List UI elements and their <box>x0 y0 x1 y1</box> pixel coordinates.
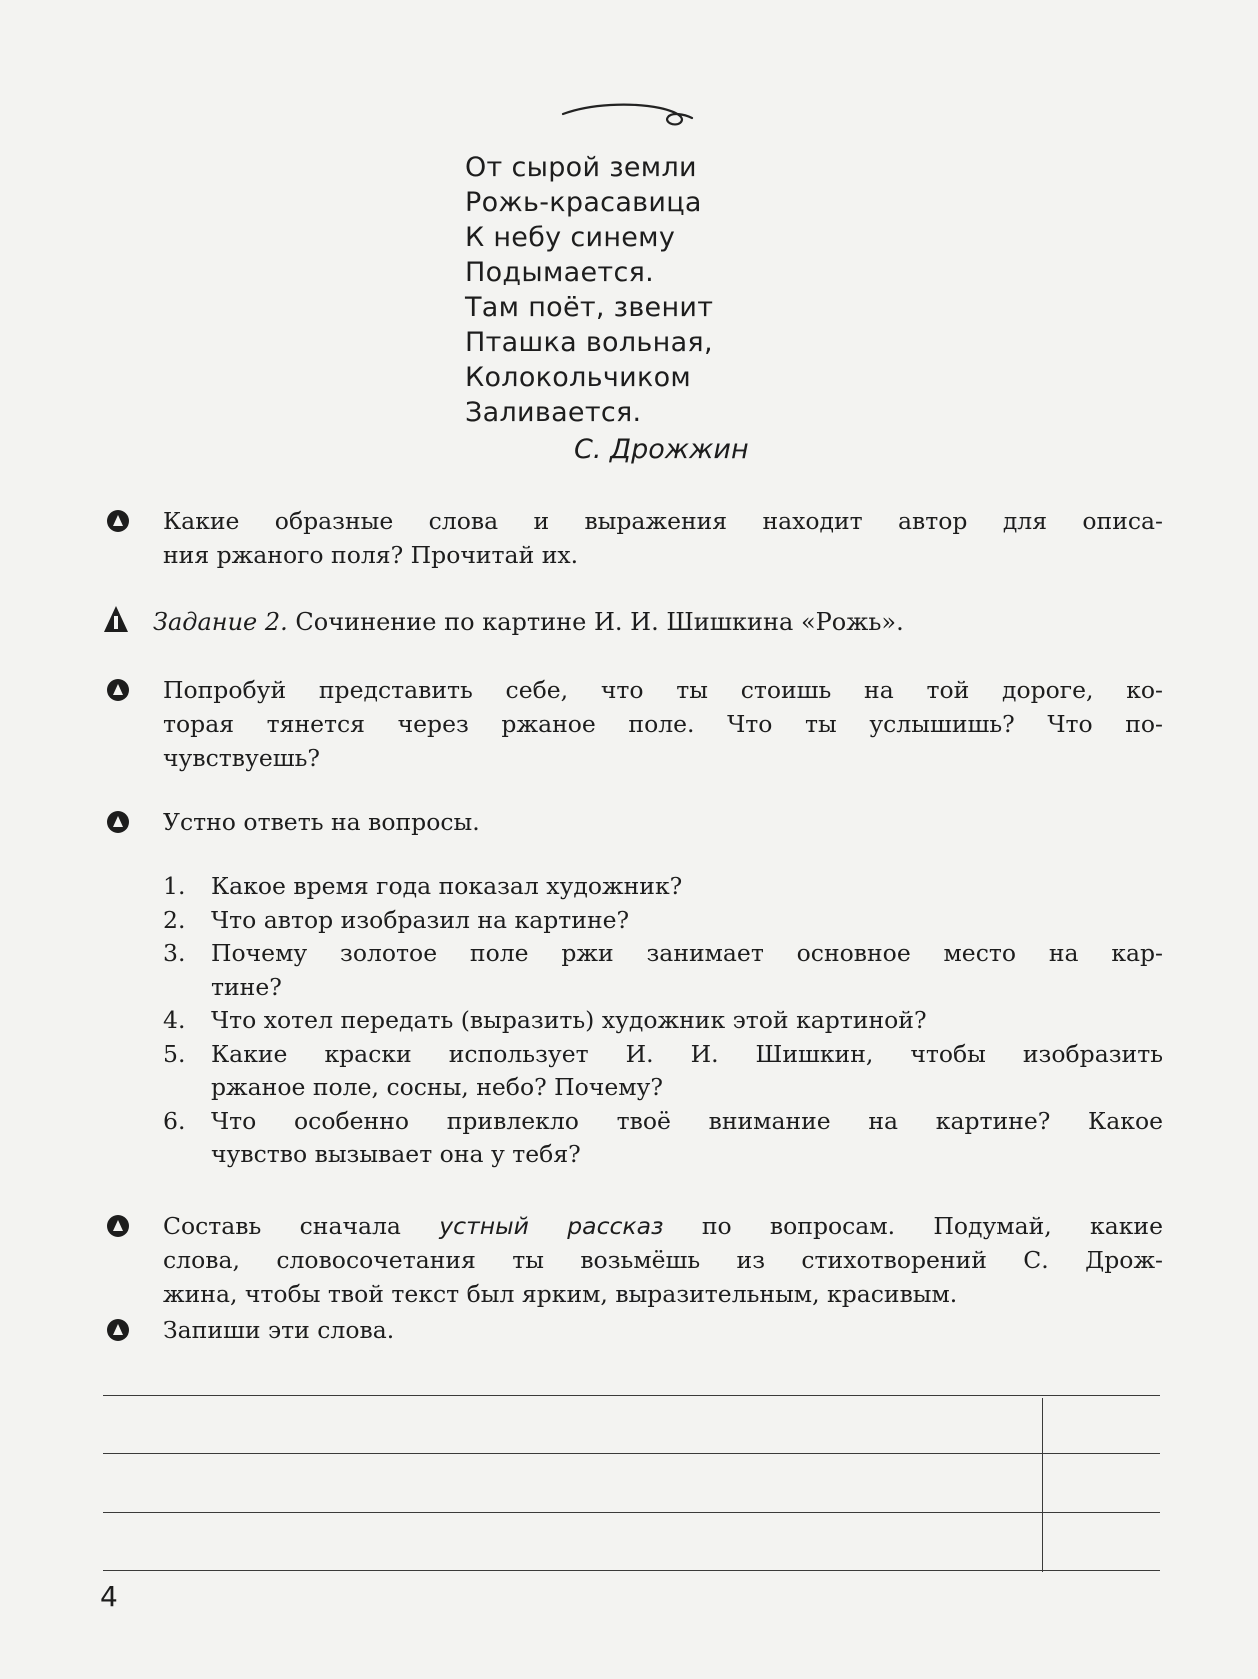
poem-line: Рожь-красавица <box>465 187 702 218</box>
text-line: ния ржаного поля? Прочитай их. <box>163 541 579 569</box>
instruction-compose <box>163 1209 1163 1311</box>
item-number: 1. <box>163 872 186 900</box>
task-2-heading <box>153 608 904 636</box>
poem-line: Колокольчиком <box>465 362 692 393</box>
answer-line[interactable] <box>103 1570 1160 1571</box>
text-line: Что автор изобразил на картине? <box>211 905 630 934</box>
answer-line[interactable] <box>103 1453 1160 1454</box>
item-number: 2. <box>163 905 186 934</box>
text-line: Что особенно привлекло твоё внимание на картине? Какое <box>211 1106 1163 1135</box>
ornament-flourish-icon <box>560 98 695 130</box>
list-item <box>163 1105 1163 1172</box>
text-line: Запиши эти слова. <box>163 1316 395 1344</box>
instruction-oral <box>163 805 1163 839</box>
list-item <box>163 937 1163 1004</box>
speech-bullet-icon <box>105 677 131 703</box>
task-triangle-icon <box>103 605 129 633</box>
text-line: слова, словосочетания ты возьмёшь из стихотворений С. Дрож- <box>163 1246 1163 1274</box>
text-line: чувствуешь? <box>163 744 320 772</box>
task-title: Сочинение по картине И. И. Шишкина «Рожь». <box>295 608 904 636</box>
answer-line[interactable] <box>103 1512 1160 1513</box>
question-imagine <box>163 673 1163 775</box>
poem-line: От сырой земли <box>465 152 697 183</box>
emphasis-text: устный рассказ <box>439 1212 664 1240</box>
text-line: Почему золотое поле ржи занимает основное место на кар- <box>211 939 1163 967</box>
text-line: чувство вызывает она у тебя? <box>211 1140 581 1168</box>
text-fragment: по вопросам. Подумай, какие <box>701 1212 1163 1240</box>
speech-bullet-icon <box>105 809 131 835</box>
item-number: 3. <box>163 939 186 967</box>
item-number: 6. <box>163 1106 186 1135</box>
margin-line <box>1042 1398 1043 1572</box>
text-line: Что хотел передать (выразить) художник этой картиной? <box>211 1006 927 1034</box>
item-number: 4. <box>163 1006 186 1034</box>
text-line: тине? <box>211 972 282 1001</box>
list-item <box>163 1004 1163 1038</box>
list-item <box>163 870 1163 904</box>
poem-line: Подымается. <box>465 257 655 288</box>
question-imagery <box>163 504 1163 572</box>
text-line: Какое время года показал художник? <box>211 872 683 900</box>
text-line: Какие образные слова и выражения находит автор для описа- <box>163 507 1163 535</box>
list-item <box>163 904 1163 938</box>
speech-bullet-icon <box>105 1317 131 1343</box>
poem-line: Там поёт, звенит <box>465 292 714 323</box>
poem <box>465 150 713 430</box>
list-item <box>163 1038 1163 1105</box>
page-number: 4 <box>100 1580 118 1613</box>
text-line <box>163 1209 1163 1243</box>
text-line: жина, чтобы твой текст был ярким, выразительным, красивым. <box>163 1280 958 1308</box>
poem-line: Пташка вольная, <box>465 327 713 358</box>
text-line: ржаное поле, сосны, небо? Почему? <box>211 1073 663 1101</box>
text-line: торая тянется через ржаное поле. Что ты услышишь? Что по- <box>163 710 1163 738</box>
task-label: Задание 2. <box>153 608 288 636</box>
text-line: Попробуй представить себе, что ты стоишь на той дороге, ко- <box>163 676 1163 704</box>
poem-line: К небу синему <box>465 222 676 253</box>
answer-line[interactable] <box>103 1395 1160 1396</box>
poem-author: С. Дрожжин <box>574 434 749 465</box>
text-line: Устно ответь на вопросы. <box>163 808 480 836</box>
question-list <box>163 870 1163 1172</box>
item-number: 5. <box>163 1039 186 1068</box>
speech-bullet-icon <box>105 508 131 534</box>
speech-bullet-icon <box>105 1213 131 1239</box>
text-fragment: Составь сначала <box>163 1212 401 1240</box>
instruction-write <box>163 1313 1163 1347</box>
text-line: Какие краски использует И. И. Шишкин, чтобы изобразить <box>211 1039 1163 1068</box>
poem-line: Заливается. <box>465 397 642 428</box>
